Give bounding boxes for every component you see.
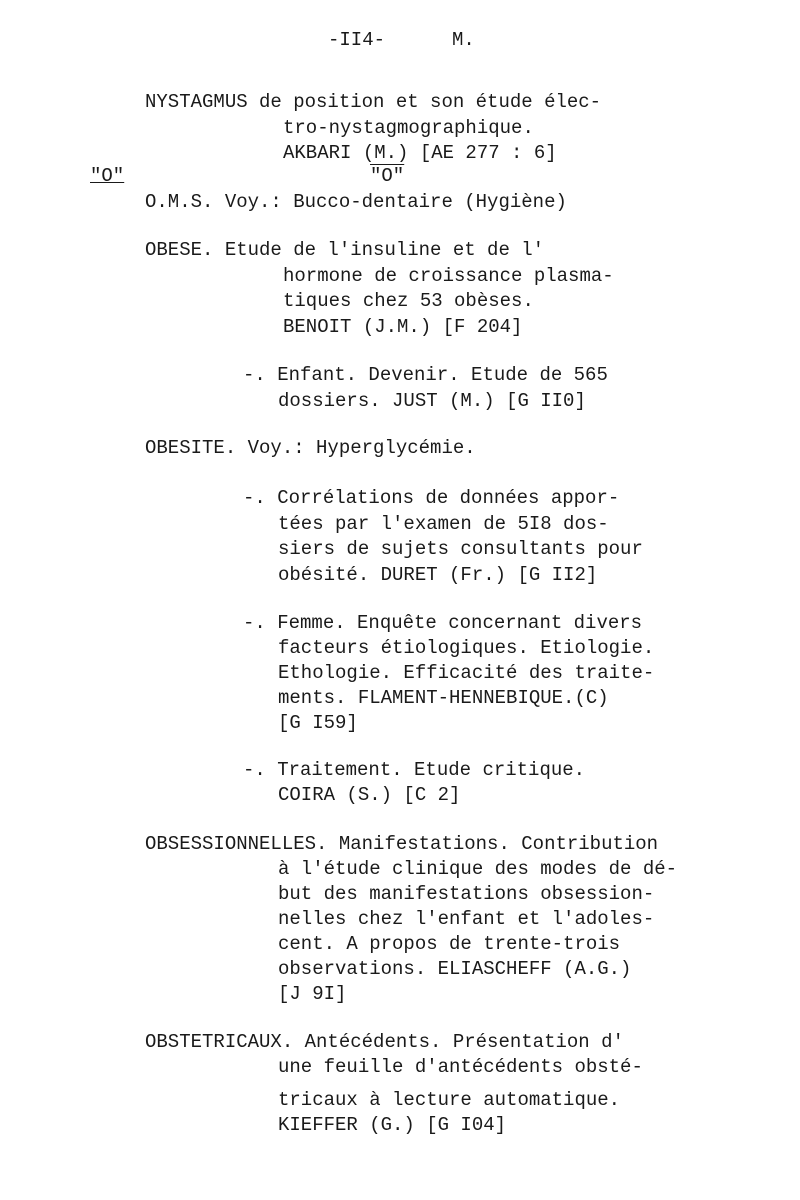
entry-line: tricaux à lecture automatique.: [278, 1089, 621, 1111]
entry-line: NYSTAGMUS de position et son étude élec-: [145, 91, 602, 113]
entry-line: OBSTETRICAUX. Antécédents. Présentation d': [145, 1031, 624, 1053]
entry-line: nelles chez l'enfant et l'adoles-: [278, 908, 655, 930]
entry-line: ments. FLAMENT-HENNEBIQUE.(C): [278, 687, 609, 709]
entry-line: à l'étude clinique des modes de dé-: [278, 858, 678, 880]
entry-line: hormone de croissance plasma-: [283, 265, 614, 287]
entry-line: -. Femme. Enquête concernant divers: [243, 612, 643, 634]
entry-line: -. Enfant. Devenir. Etude de 565: [243, 364, 608, 386]
entry-line: [G I59]: [278, 712, 358, 734]
entry-line: COIRA (S.) [C 2]: [278, 784, 461, 806]
entry-line: O.M.S. Voy.: Bucco-dentaire (Hygiène): [145, 191, 567, 213]
page-number: -II4-: [328, 29, 386, 51]
entry-line: Ethologie. Efficacité des traite-: [278, 662, 655, 684]
entry-line: tiques chez 53 obèses.: [283, 290, 534, 312]
entry-line: -. Corrélations de données appor-: [243, 487, 620, 509]
section-heading-marker: "O": [370, 165, 405, 187]
entry-line: BENOIT (J.M.) [F 204]: [283, 316, 523, 338]
entry-line: OBESITE. Voy.: Hyperglycémie.: [145, 437, 476, 459]
entry-line: tro-nystagmographique.: [283, 117, 534, 139]
entry-line: facteurs étiologiques. Etiologie.: [278, 637, 655, 659]
entry-line: [J 9I]: [278, 983, 347, 1005]
entry-line: observations. ELIASCHEFF (A.G.): [278, 958, 632, 980]
section-letter: M.: [452, 29, 475, 51]
entry-line: OBSESSIONNELLES. Manifestations. Contribution: [145, 833, 659, 855]
margin-section-marker: "O": [90, 165, 125, 187]
entry-line: tées par l'examen de 5I8 dos-: [278, 513, 609, 535]
entry-line: OBESE. Etude de l'insuline et de l': [145, 239, 545, 261]
entry-line: cent. A propos de trente-trois: [278, 933, 621, 955]
entry-line: dossiers. JUST (M.) [G II0]: [278, 390, 586, 412]
entry-line: -. Traitement. Etude critique.: [243, 759, 586, 781]
entry-line: KIEFFER (G.) [G I04]: [278, 1114, 507, 1136]
entry-line: une feuille d'antécédents obsté-: [278, 1056, 643, 1078]
entry-line: AKBARI (M.) [AE 277 : 6]: [283, 142, 557, 164]
entry-line: but des manifestations obsession-: [278, 883, 655, 905]
entry-line: siers de sujets consultants pour: [278, 538, 643, 560]
entry-line: obésité. DURET (Fr.) [G II2]: [278, 564, 598, 586]
